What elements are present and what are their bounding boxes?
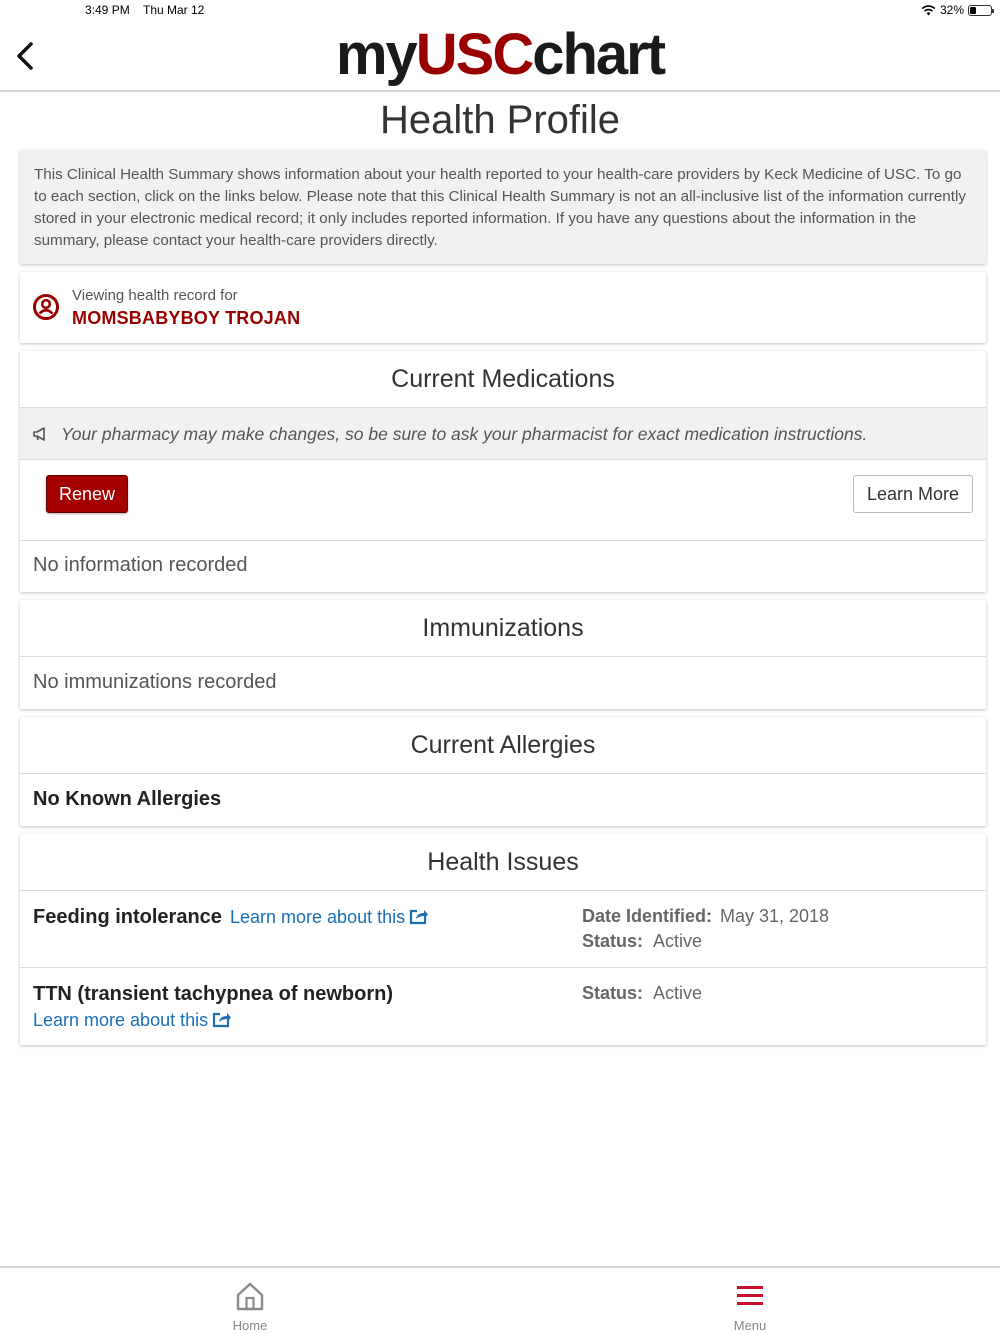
megaphone-icon [32, 425, 50, 443]
viewing-label: Viewing health record for [72, 287, 238, 304]
divider [20, 540, 986, 541]
renew-button[interactable]: Renew [46, 475, 128, 513]
status-value: Active [653, 983, 703, 1003]
patient-selector[interactable] [20, 272, 986, 343]
status-bar [0, 0, 1000, 20]
date-identified-label: Date Identified: [582, 906, 713, 926]
nav-menu-label: Menu [733, 1318, 767, 1333]
nav-menu[interactable] [500, 1268, 1000, 1334]
status-label: Status: [582, 983, 644, 1003]
learn-more-button[interactable]: Learn More [853, 475, 973, 513]
learn-more-link[interactable] [230, 907, 429, 928]
allergies-section [20, 717, 986, 826]
battery-percent: 32% [939, 3, 964, 17]
patient-icon [32, 293, 60, 321]
logo-text-chart: chart [532, 22, 665, 87]
status-label: Status: [582, 931, 644, 951]
status-time: 3:49 PM [85, 3, 130, 17]
health-issue-row [20, 968, 986, 1045]
medications-empty-text: No information recorded [33, 554, 248, 576]
immunizations-empty-text: No immunizations recorded [33, 671, 277, 693]
intro-summary: This Clinical Health Summary shows information about your health reported to your health-care providers by Keck Medicine of USC. To go to each section, click on the links below. Please note that this Clinical Health Summary is not an all-inclusive list of the information currently stored in your electronic medical record; it only includes reported information. If you have any questions about the information in the summary, please contact your health-care providers directly. [20, 150, 986, 264]
bottom-navigation [0, 1266, 1000, 1334]
nav-home-label: Home [232, 1318, 268, 1333]
wifi-icon [921, 5, 936, 16]
health-issue-name: TTN (transient tachypnea of newborn) [33, 983, 394, 1005]
home-icon [234, 1281, 266, 1311]
notice-text: Your pharmacy may make changes, so be sure to ask your pharmacist for exact medication instructions. [61, 424, 868, 444]
learn-more-link[interactable] [33, 1010, 232, 1031]
health-issues-section [20, 834, 986, 1045]
medications-title: Current Medications [20, 351, 986, 408]
app-logo [0, 22, 1000, 88]
health-issues-title: Health Issues [20, 834, 986, 891]
health-issue-row [20, 891, 986, 968]
status-indicators [921, 3, 992, 17]
status-date: Thu Mar 12 [143, 3, 205, 17]
learn-more-link-text: Learn more about this [33, 1010, 209, 1030]
medications-section [20, 351, 986, 592]
battery-fill [970, 7, 976, 14]
logo-text-usc: USC [415, 22, 533, 87]
allergies-title: Current Allergies [20, 717, 986, 774]
external-link-icon [212, 1010, 232, 1028]
immunizations-section [20, 600, 986, 709]
allergies-value: No Known Allergies [33, 788, 222, 810]
health-issue-name: Feeding intolerance [33, 906, 222, 928]
status-value: Active [653, 931, 703, 951]
logo-text-my: my [335, 22, 416, 87]
nav-home[interactable] [0, 1268, 500, 1334]
hamburger-menu-icon [734, 1281, 766, 1311]
immunizations-title: Immunizations [20, 600, 986, 657]
pharmacy-notice [20, 408, 986, 460]
external-link-icon [409, 907, 429, 925]
page-title: Health Profile [379, 98, 621, 142]
learn-more-link-text: Learn more about this [230, 907, 406, 927]
patient-name: MOMSBABYBOY TROJAN [72, 308, 301, 328]
battery-icon [968, 5, 992, 16]
app-header [0, 20, 1000, 92]
date-identified-value: May 31, 2018 [720, 906, 830, 926]
